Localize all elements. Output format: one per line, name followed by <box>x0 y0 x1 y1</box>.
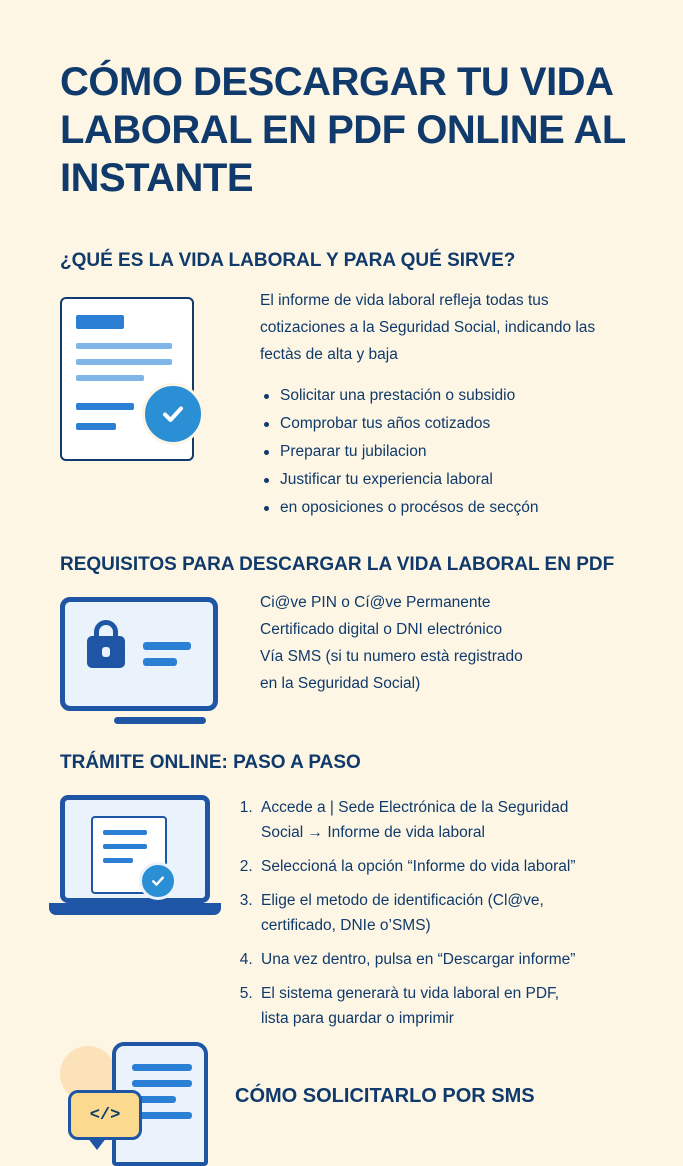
list-item <box>257 854 627 879</box>
section-requirements <box>60 589 627 724</box>
list-item <box>257 888 627 938</box>
step-text-continuation: lista para guardar o imprimir <box>261 1010 454 1027</box>
document-icon <box>60 297 194 461</box>
list-item: Justificar tu experiencia laboral <box>260 466 627 494</box>
list-item <box>257 795 627 845</box>
list-item: Solicitar una prestación o subsidio <box>260 382 627 410</box>
laptop-icon <box>60 795 222 915</box>
check-circle-icon <box>139 862 177 900</box>
section-heading-what-is: ¿QUÉ ES LA VIDA LABORAL Y PARA QUÉ SIRVE? <box>60 250 516 271</box>
steps-list <box>235 795 627 1031</box>
phone-illustration <box>60 1036 235 1162</box>
step-text-continuation: certificado, DNIe o’SMS) <box>261 917 431 934</box>
requirements-text-block <box>260 589 627 697</box>
requirement-line: en la Seguridad Social) <box>260 675 421 692</box>
section-sms <box>60 1036 627 1162</box>
what-is-paragraph: El informe de vida laboral refleja todas tus cotizaciones a la Seguridad Social, indicando las fectàs de alta y baja <box>260 292 596 363</box>
step-text: Elige el metodo de identificación (Cl@ve, <box>261 892 544 909</box>
page-title: CÓMO DESCARGAR TU VIDA LABORAL EN PDF ONLINE AL INSTANTE <box>60 60 626 200</box>
code-bubble-icon <box>68 1090 142 1140</box>
step-text: El sistema generarà tu vida laboral en PDF, <box>261 985 560 1002</box>
laptop-illustration <box>60 785 235 915</box>
step-text-continuation: Social → Informe de vida laboral <box>261 824 486 841</box>
section-heading-steps: TRÁMITE ONLINE: PASO A PASO <box>60 752 361 773</box>
document-illustration <box>60 287 260 461</box>
code-glyph: </> <box>89 1105 121 1125</box>
step-text: Una vez dentro, pulsa en “Descargar informe” <box>261 951 576 968</box>
section-what-is <box>60 287 627 522</box>
step-text: Accede a | Sede Electrónica de la Seguridad <box>261 799 569 816</box>
list-item <box>257 947 627 972</box>
requirement-line: Ci@ve PIN o Cí@ve Permanente <box>260 594 491 611</box>
section-heading-requirements: REQUISITOS PARA DESCARGAR LA VIDA LABORAL EN PDF <box>60 554 615 575</box>
step-text: Seleccioná la opción “Informe do vida laboral” <box>261 858 576 875</box>
list-item-continuation: en oposiciones o procésos de secçón <box>260 494 627 522</box>
section-heading-sms: CÓMO SOLICITARLO POR SMS <box>235 1085 535 1107</box>
monitor-stand <box>114 717 206 724</box>
monitor-illustration <box>60 589 260 724</box>
requirement-line: Vía SMS (si tu numero està registrado <box>260 648 523 665</box>
list-item: Comprobar tus años cotizados <box>260 410 627 438</box>
section-steps <box>60 785 627 1040</box>
what-is-bullet-list <box>260 382 627 522</box>
list-item: Preparar tu jubilacion <box>260 438 627 466</box>
monitor-icon <box>60 597 218 711</box>
check-circle-icon <box>142 383 204 445</box>
requirement-line: Certificado digital o DNI electrónico <box>260 621 503 638</box>
